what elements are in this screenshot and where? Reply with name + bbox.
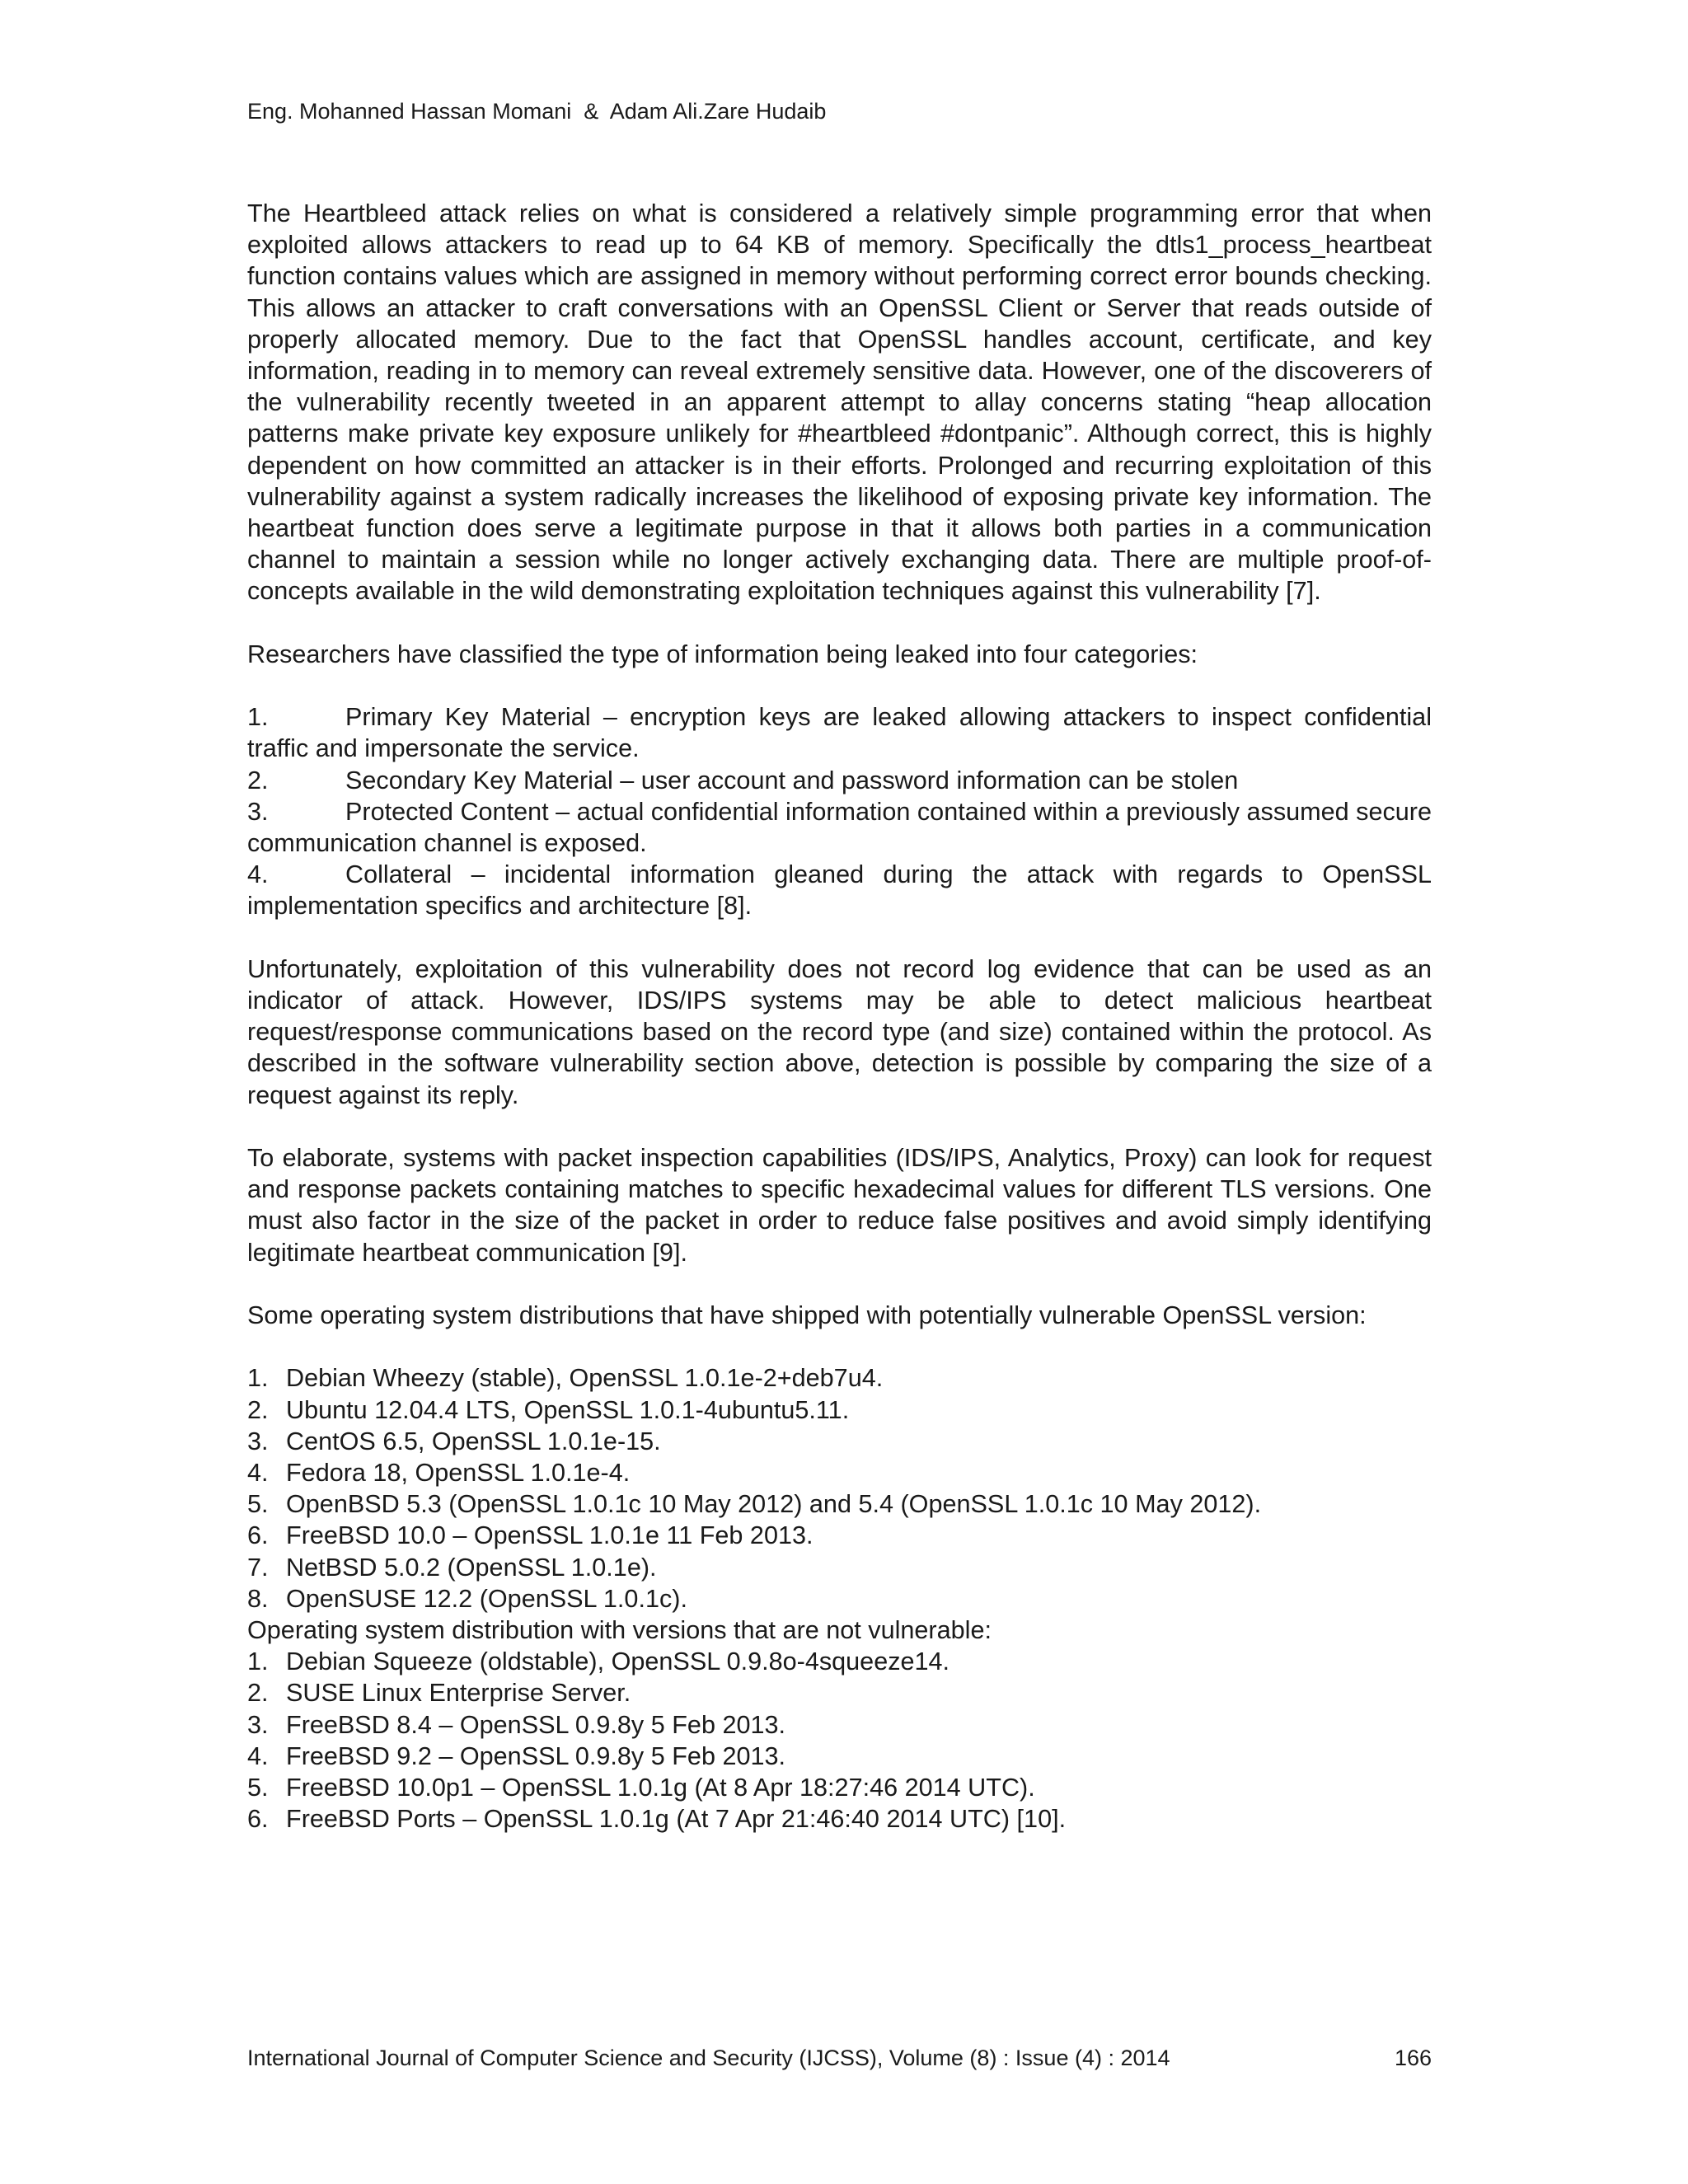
list-item bbox=[247, 1520, 1432, 1551]
list-item bbox=[247, 796, 1432, 859]
list-item bbox=[247, 1552, 1432, 1583]
body-text bbox=[247, 198, 1432, 1835]
list-item-text: FreeBSD 10.0p1 – OpenSSL 1.0.1g (At 8 Apr 18:27:46 2014 UTC). bbox=[286, 1774, 1035, 1802]
vulnerable-os-list bbox=[247, 1362, 1432, 1615]
list-item bbox=[247, 1772, 1432, 1803]
list-item-number: 6. bbox=[247, 1521, 269, 1550]
list-item-number: 5. bbox=[247, 1774, 269, 1802]
list-item bbox=[247, 1426, 1432, 1457]
paragraph-categories-intro: Researchers have classified the type of information being leaked into four categories: bbox=[247, 640, 1198, 668]
list-item-number: 2. bbox=[247, 766, 269, 794]
leak-categories-list bbox=[247, 701, 1432, 921]
list-item-text: Debian Wheezy (stable), OpenSSL 1.0.1e-2+deb7u4. bbox=[286, 1364, 884, 1393]
list-item bbox=[247, 1741, 1432, 1772]
list-item-number: 4. bbox=[247, 1459, 269, 1488]
list-item-text: Ubuntu 12.04.4 LTS, OpenSSL 1.0.1-4ubuntu5.11. bbox=[286, 1395, 850, 1424]
list-item-number: 4. bbox=[247, 1741, 269, 1770]
list-item-number: 8. bbox=[247, 1584, 269, 1613]
list-item-number: 2. bbox=[247, 1395, 269, 1424]
list-item-text: Primary Key Material – encryption keys are leaked allowing attackers to inspect confidential traffic and impersonate the service. bbox=[247, 703, 1432, 763]
list-item-text: Secondary Key Material – user account and password information can be stolen bbox=[345, 766, 1239, 794]
list-item-text: SUSE Linux Enterprise Server. bbox=[286, 1679, 631, 1708]
paragraph-vulnerable-intro: Some operating system distributions that have shipped with potentially vulnerable OpenSSL version: bbox=[247, 1301, 1367, 1330]
list-item-number: 2. bbox=[247, 1679, 269, 1708]
list-item-number: 1. bbox=[247, 1647, 269, 1676]
list-item bbox=[247, 1583, 1432, 1615]
list-item-text: Debian Squeeze (oldstable), OpenSSL 0.9.8o-4squeeze14. bbox=[286, 1647, 950, 1676]
list-item-text: NetBSD 5.0.2 (OpenSSL 1.0.1e). bbox=[286, 1553, 657, 1582]
list-item-number: 3. bbox=[247, 1427, 269, 1455]
list-item bbox=[247, 1646, 1432, 1677]
list-item bbox=[247, 1803, 1432, 1835]
list-item-text: FreeBSD Ports – OpenSSL 1.0.1g (At 7 Apr 21:46:40 2014 UTC) [10]. bbox=[286, 1805, 1067, 1834]
list-item-number: 7. bbox=[247, 1553, 269, 1582]
list-item-number: 1. bbox=[247, 703, 269, 732]
paragraph-packet-inspection: To elaborate, systems with packet inspection capabilities (IDS/IPS, Analytics, Proxy) can look for request and response packets containing matches to specific hexadecimal values for different TLS versions. One must also factor in the size of the packet in order to reduce false positives and avoid simply identifying legitimate heartbeat communication [9]. bbox=[247, 1144, 1432, 1267]
list-item-text: CentOS 6.5, OpenSSL 1.0.1e-15. bbox=[286, 1427, 661, 1455]
list-item-text: Collateral – incidental information gleaned during the attack with regards to OpenSSL implementation specifics and architecture [8]. bbox=[247, 860, 1432, 921]
not-vulnerable-heading: Operating system distribution with versions that are not vulnerable: bbox=[247, 1616, 992, 1645]
list-item bbox=[247, 1709, 1432, 1741]
list-item bbox=[247, 701, 1432, 764]
list-item-text: OpenBSD 5.3 (OpenSSL 1.0.1c 10 May 2012) and 5.4 (OpenSSL 1.0.1c 10 May 2012). bbox=[286, 1490, 1262, 1519]
not-vulnerable-os-list bbox=[247, 1646, 1432, 1835]
list-item-text: FreeBSD 10.0 – OpenSSL 1.0.1e 11 Feb 2013. bbox=[286, 1521, 814, 1550]
list-item bbox=[247, 1394, 1432, 1426]
list-item-number: 6. bbox=[247, 1805, 269, 1834]
list-item bbox=[247, 765, 1432, 796]
list-item-number: 5. bbox=[247, 1490, 269, 1519]
list-item-number: 1. bbox=[247, 1364, 269, 1393]
list-item-number: 3. bbox=[247, 1710, 269, 1739]
list-item-number: 3. bbox=[247, 797, 269, 826]
list-item bbox=[247, 1488, 1432, 1520]
list-item bbox=[247, 859, 1432, 921]
list-item bbox=[247, 1457, 1432, 1488]
page-number: 166 bbox=[1394, 2046, 1432, 2070]
list-item-text: FreeBSD 9.2 – OpenSSL 0.9.8y 5 Feb 2013. bbox=[286, 1741, 786, 1770]
list-item bbox=[247, 1362, 1432, 1394]
list-item-text: Fedora 18, OpenSSL 1.0.1e-4. bbox=[286, 1459, 631, 1488]
list-item-text: FreeBSD 8.4 – OpenSSL 0.9.8y 5 Feb 2013. bbox=[286, 1710, 786, 1739]
list-item bbox=[247, 1677, 1432, 1708]
journal-citation: International Journal of Computer Science and Security (IJCSS), Volume (8) : Issue (4) : 2014 bbox=[247, 2046, 1170, 2070]
list-item-text: OpenSUSE 12.2 (OpenSSL 1.0.1c). bbox=[286, 1584, 687, 1613]
paragraph-detection: Unfortunately, exploitation of this vulnerability does not record log evidence that can be used as an indicator of attack. However, IDS/IPS systems may be able to detect malicious heartbeat request/response communications based on the record type (and size) contained within the protocol. As described in the software vulnerability section above, detection is possible by comparing the size of a request against its reply. bbox=[247, 954, 1432, 1109]
list-item-text: Protected Content – actual confidential information contained within a previously assumed secure communication channel is exposed. bbox=[247, 797, 1432, 858]
list-item-number: 4. bbox=[247, 860, 269, 889]
running-head: Eng. Mohanned Hassan Momani & Adam Ali.Zare Hudaib bbox=[247, 99, 827, 124]
paragraph-heartbleed-overview: The Heartbleed attack relies on what is considered a relatively simple programming error that when exploited allows attackers to read up to 64 KB of memory. Specifically the dtls1_process_heartbeat function contains values which are assigned in memory without performing correct error bounds checking. This allows an attacker to craft conversations with an OpenSSL Client or Server that reads outside of properly allocated memory. Due to the fact that OpenSSL handles account, certificate, and key information, reading in to memory can reveal extremely sensitive data. However, one of the discoverers of the vulnerability recently tweeted in an apparent attempt to allay concerns stating “heap allocation patterns make private key exposure unlikely for #heartbleed #dontpanic”. Although correct, this is highly dependent on how committed an attacker is in their efforts. Prolonged and recurring exploitation of this vulnerability against a system radically increases the likelihood of exposing private key information. The heartbeat function does serve a legitimate purpose in that it allows both parties in a communication channel to maintain a session while no longer actively exchanging data. There are multiple proof-of-concepts available in the wild demonstrating exploitation techniques against this vulnerability [7]. bbox=[247, 199, 1432, 606]
